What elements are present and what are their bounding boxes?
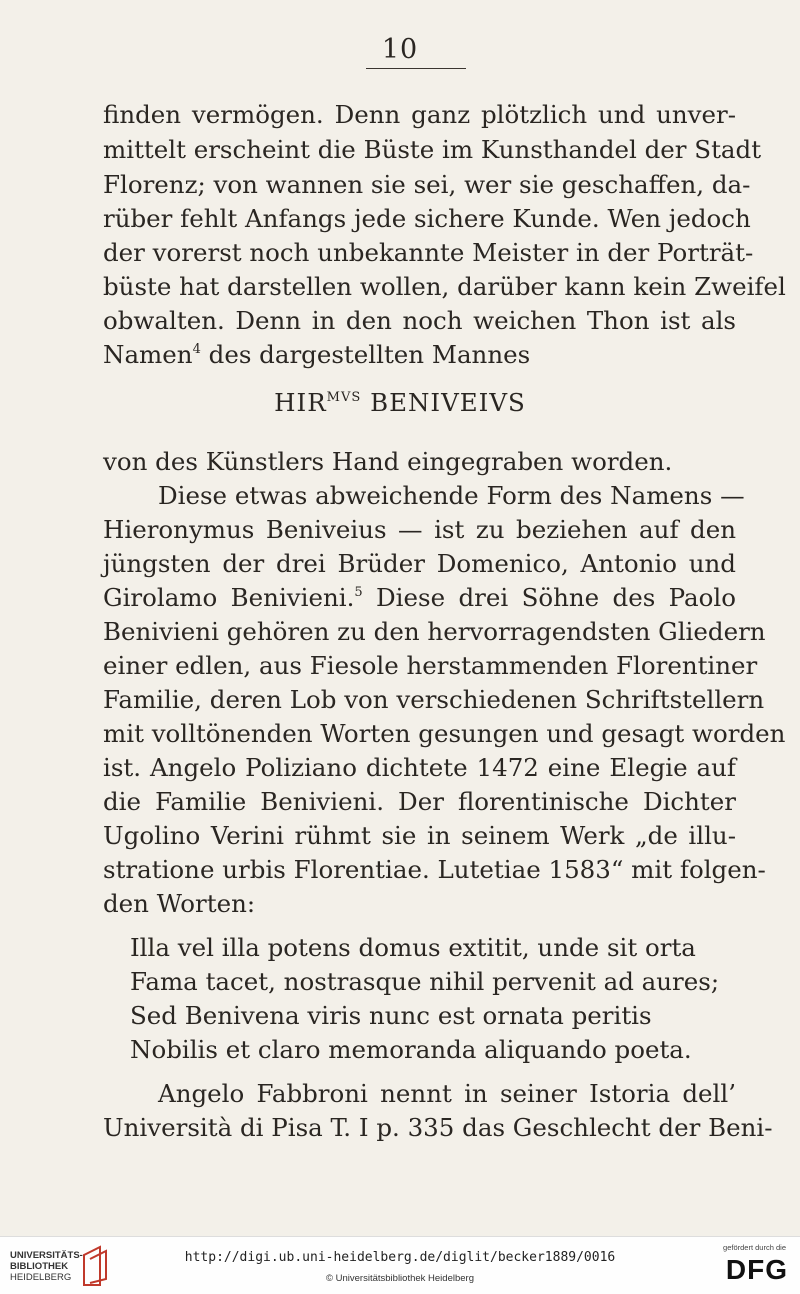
text-line: der vorerst noch unbekannte Meister in der Porträt- [103,238,754,267]
text-line: stratione urbis Florentiae. Lutetiae 1583“ mit folgen- [103,855,766,884]
library-name-line: BIBLIOTHEK [10,1261,69,1272]
header-rule [366,68,466,69]
text-line: den Worten: [103,889,256,918]
text-fragment: Namen [103,340,193,369]
library-name-line: HEIDELBERG [10,1272,72,1283]
poem-line: Illa vel illa potens domus extitit, unde sit orta [130,933,696,962]
dfg-logo: DFG [725,1254,788,1285]
text-line: finden vermögen. Denn ganz plötzlich und unver- [103,100,736,129]
copyright-notice: © Universitätsbibliothek Heidelberg [326,1273,474,1284]
text-line: Università di Pisa T. I p. 335 das Geschlecht der Beni- [103,1113,773,1142]
inscription-part: BENIVEIVS [361,388,526,417]
text-line: Benivieni gehören zu den hervorragendsten Gliedern [103,617,766,646]
page-number: 10 [381,34,419,65]
inscription [0,388,800,418]
poem-line: Fama tacet, nostrasque nihil pervenit ad aures; [130,967,720,996]
inscription-superscript: MVS [326,390,362,405]
text-line [103,583,736,613]
text-line: die Familie Benivieni. Der florentinische Dichter [103,787,736,816]
text-line: mit volltönenden Worten gesungen und gesagt worden [103,719,786,748]
text-line: von des Künstlers Hand eingegraben worden. [103,447,673,476]
footnote-marker: 4 [192,342,201,357]
poem-line: Nobilis et claro memoranda aliquando poeta. [130,1035,692,1064]
library-name-line: UNIVERSITÄTS- [10,1250,83,1261]
funding-caption: gefördert durch die [723,1243,786,1252]
text-line: jüngsten der drei Brüder Domenico, Antonio und [103,549,736,578]
inscription-part: HIR [274,388,327,417]
text-line: mittelt erscheint die Büste im Kunsthandel der Stadt [103,135,762,164]
text-line: Hieronymus Beniveius — ist zu beziehen auf den [103,515,736,544]
text-fragment: Diese drei Söhne des Paolo [362,583,736,612]
footer-bar [0,1236,800,1294]
text-line: Angelo Fabbroni nennt in seiner Istoria dell’ [158,1079,736,1108]
text-line: büste hat darstellen wollen, darüber kann kein Zweifel [103,272,786,301]
text-line: Ugolino Verini rühmt sie in seinem Werk „de illu- [103,821,736,850]
permalink-url[interactable]: http://digi.ub.uni-heidelberg.de/diglit/becker1889/0016 [184,1250,616,1265]
text-line [103,340,530,370]
footnote-marker: 5 [354,585,363,600]
poem-line: Sed Benivena viris nunc est ornata peritis [130,1001,652,1030]
text-line: einer edlen, aus Fiesole herstammenden Florentiner [103,651,758,680]
text-fragment: Girolamo Benivieni. [103,583,355,612]
text-line: Florenz; von wannen sie sei, wer sie geschaffen, da- [103,170,751,199]
text-line: ist. Angelo Poliziano dichtete 1472 eine Elegie auf [103,753,736,782]
text-line: Familie, deren Lob von verschiedenen Schriftstellern [103,685,765,714]
text-line: Diese etwas abweichende Form des Namens — [158,481,745,510]
text-line: rüber fehlt Anfangs jede sichere Kunde. Wen jedoch [103,204,751,233]
text-line: obwalten. Denn in den noch weichen Thon ist als [103,306,736,335]
text-fragment: des dargestellten Mannes [200,340,531,369]
